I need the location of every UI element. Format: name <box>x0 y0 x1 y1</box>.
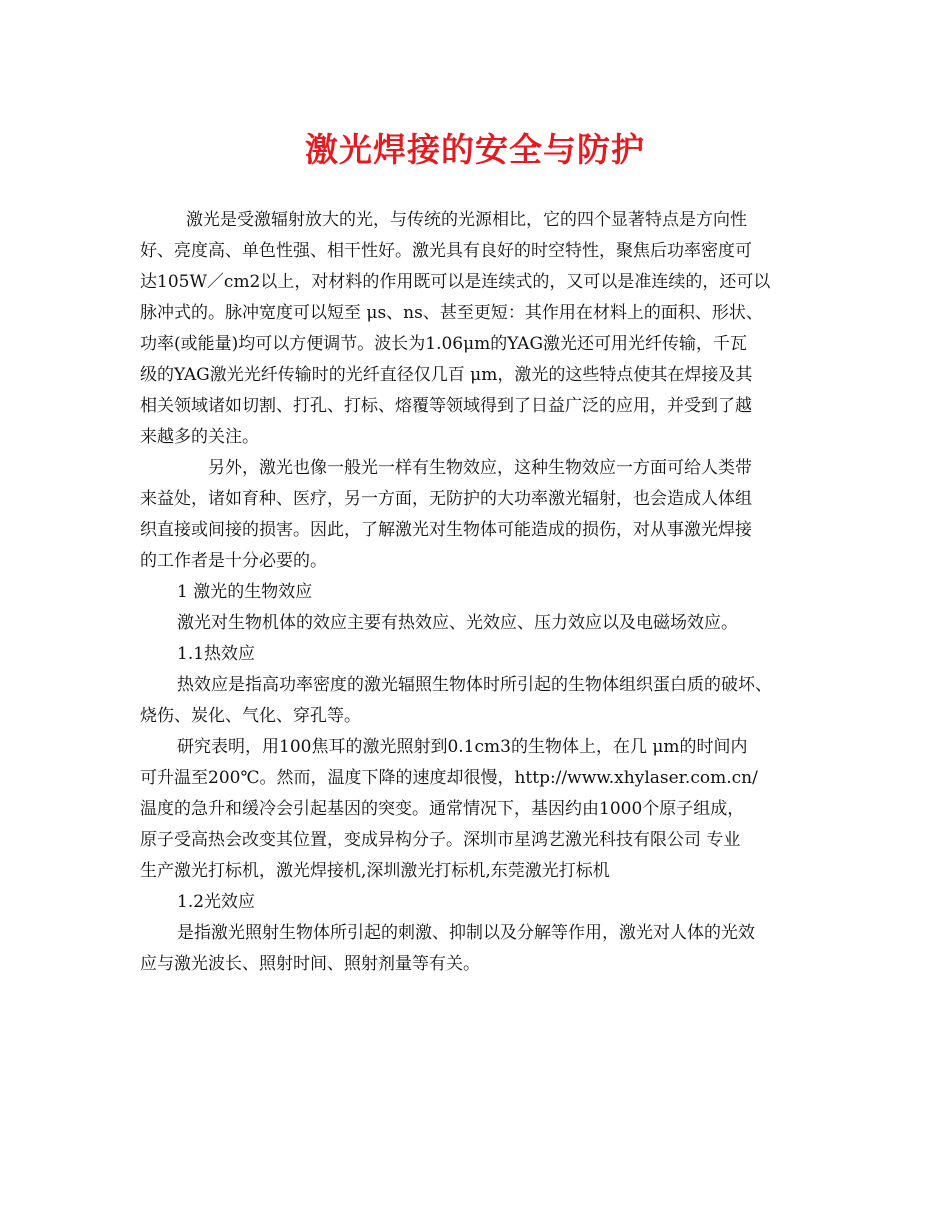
text-line: 温度的急升和缓冷会引起基因的突变。通常情况下，基因约由1000个原子组成， <box>140 799 745 819</box>
text-line: 相关领域诸如切割、打孔、打标、熔覆等领域得到了日益广泛的应用，并受到了越 <box>140 396 752 416</box>
text-line: 烧伤、炭化、气化、穿孔等。 <box>140 706 361 726</box>
text-line: 好、亮度高、单色性强、相干性好。激光具有良好的时空特性，聚焦后功率密度可 <box>140 241 752 261</box>
text-line: 功率(或能量)均可以方便调节。波长为1.06μm的YAG激光还可用光纤传输，千瓦 <box>140 334 748 354</box>
text-line: 是指激光照射生物体所引起的刺激、抑制以及分解等作用，激光对人体的光效 <box>177 923 755 943</box>
text-line: 应与激光波长、照射时间、照射剂量等有关。 <box>140 954 480 974</box>
text-line: 生产激光打标机，激光焊接机,深圳激光打标机,东莞激光打标机 <box>140 861 610 881</box>
text-line: 激光对生物机体的效应主要有热效应、光效应、压力效应以及电磁场效应。 <box>177 613 738 633</box>
text-line: 达105W／cm2以上，对材料的作用既可以是连续式的，又可以是准连续的，还可以 <box>140 272 771 292</box>
text-line: 激光是受激辐射放大的光，与传统的光源相比，它的四个显著特点是方向性 <box>186 210 747 230</box>
text-line: 研究表明，用100焦耳的激光照射到0.1cm3的生物体上，在几 μm的时间内 <box>177 737 748 757</box>
text-line: 另外，激光也像一般光一样有生物效应，这种生物效应一方面可给人类带 <box>208 458 752 478</box>
text-line: 级的YAG激光光纤传输时的光纤直径仅几百 μm，激光的这些特点使其在焊接及其 <box>140 365 753 385</box>
text-line: 来越多的关注。 <box>140 427 259 447</box>
text-line: 脉冲式的。脉冲宽度可以短至 μs、ns、甚至更短：其作用在材料上的面积、形状、 <box>140 303 763 323</box>
text-line: 的工作者是十分必要的。 <box>140 551 327 571</box>
text-line: 1.1热效应 <box>177 644 256 664</box>
text-line: 原子受高热会改变其位置，变成异构分子。深圳市星鸿艺激光科技有限公司 专业 <box>140 830 741 850</box>
text-line: 1.2光效应 <box>177 892 256 912</box>
document-title: 激光焊接的安全与防护 <box>305 130 645 169</box>
text-line: 织直接或间接的损害。因此，了解激光对生物体可能造成的损伤，对从事激光焊接 <box>140 520 752 540</box>
text-line: 热效应是指高功率密度的激光辐照生物体时所引起的生物体组织蛋白质的破坏、 <box>177 675 772 695</box>
text-line: 可升温至200℃。然而，温度下降的速度却很慢，http://www.xhylaser.com.cn/ <box>140 768 758 788</box>
document-body <box>140 205 812 980</box>
text-line: 来益处，诸如育种、医疗，另一方面，无防护的大功率激光辐射，也会造成人体组 <box>140 489 752 509</box>
text-line: 1 激光的生物效应 <box>177 582 313 602</box>
